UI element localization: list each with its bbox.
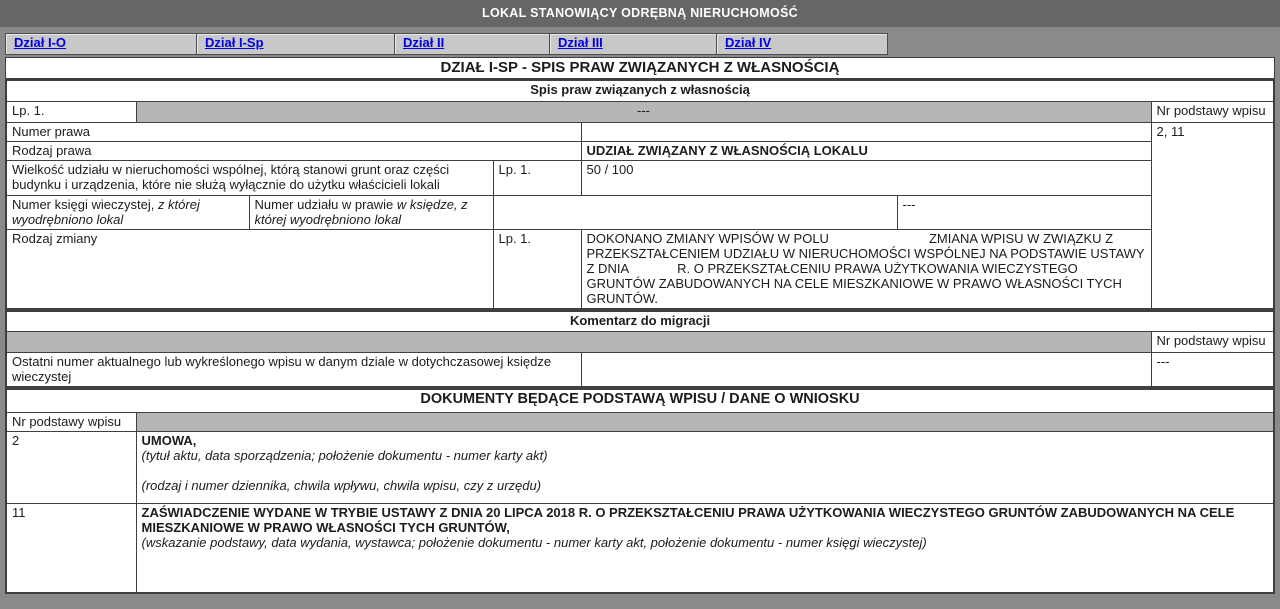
numer-prawa-value [581,122,1151,141]
table-row [6,80,1274,101]
rodzaj-zmiany-value-part3: R. O PRZEKSZTAŁCENIU PRAWA UŻYTKOWANIA WIECZYSTEGO GRUNTÓW ZABUDOWANYCH NA CELE MIESZKANIOWE W PRAWO WŁASNOŚCI TYCH GRUNTÓW. [586,260,1122,306]
table-row [6,229,1274,309]
table-row [6,353,1274,388]
numer-ksiegi-label [6,195,249,229]
numer-prawa-label: Numer prawa [6,122,581,141]
numer-ksiegi-value [493,195,897,229]
dokument-desc: (wskazanie podstawy, data wydania, wystawca; położenie dokumentu - numer karty akt, położenie dokumentu - numer księgi wieczystej) [141,534,927,550]
tab-dzial-iv[interactable] [716,33,888,55]
col-header-nr-podstawy: Nr podstawy wpisu [6,412,136,431]
tab-dzial-i-sp-link[interactable]: Dział I-Sp [205,35,264,50]
table-row [6,389,1274,412]
tab-dzial-iv-link[interactable]: Dział IV [725,35,772,50]
numer-ksiegi-label-text: Numer księgi wieczystej, [12,196,158,212]
tab-dzial-ii[interactable] [394,33,550,55]
tab-dzial-i-o[interactable] [5,33,197,55]
table-row [6,101,1274,122]
table-row [6,431,1274,503]
dokument-content [136,431,1274,503]
dokument-content [136,503,1274,593]
rodzaj-prawa-value: UDZIAŁ ZWIĄZANY Z WŁASNOŚCIĄ LOKALU [581,141,1151,160]
redacted-gap [829,242,929,243]
table-row [6,332,1274,353]
wielkosc-udzialu-lp: Lp. 1. [493,160,581,195]
page-title: DZIAŁ I-SP - SPIS PRAW ZWIĄZANYCH Z WŁASNOŚCIĄ [5,57,1275,79]
ostatni-numer-value [581,353,1151,388]
tab-dzial-iii[interactable] [549,33,717,55]
spis-praw-table [5,79,1275,310]
komentarz-table [5,310,1275,389]
dokument-title: ZAŚWIADCZENIE WYDANE W TRYBIE USTAWY Z DNIA 20 LIPCA 2018 R. O PRZEKSZTAŁCENIU PRAWA UŻYTKOWANIA WIECZYSTEGO GRUNTÓW ZABUDOWANYCH NA CELE MIESZKANIOWE W PRAWO WŁASNOŚCI TYCH GRUNTÓW, [141,504,1235,535]
lp-cell: Lp. 1. [6,101,136,122]
table-row [6,160,1274,195]
col-header-nr-podstawy: Nr podstawy wpisu [1151,101,1274,122]
nr-podstawy-value: 2, 11 [1151,122,1274,309]
dokument-desc: (tytuł aktu, data sporządzenia; położenie dokumentu - numer karty akt) [141,447,548,463]
rodzaj-zmiany-value [581,229,1151,309]
table-row [6,503,1274,593]
dokument-desc: (rodzaj i numer dziennika, chwila wpływu, chwila wpisu, czy z urzędu) [141,477,542,493]
numer-udzialu-label [249,195,493,229]
tab-dzial-ii-link[interactable]: Dział II [403,35,445,50]
tab-dzial-i-o-link[interactable]: Dział I-O [14,35,67,50]
ostatni-numer-label: Ostatni numer aktualnego lub wykreślonego wpisu w danym dziale w dotychczasowej księdze wieczystej [6,353,581,388]
dokument-nr: 2 [6,431,136,503]
rodzaj-zmiany-label: Rodzaj zmiany [6,229,493,309]
blank-line [142,463,1269,478]
wielkosc-udzialu-value: 50 / 100 [581,160,1151,195]
dokumenty-table [5,388,1275,594]
table-row [6,141,1274,160]
rodzaj-prawa-label: Rodzaj prawa [6,141,581,160]
rodzaj-zmiany-value-part1: DOKONANO ZMIANY WPISÓW W POLU [586,230,829,246]
spacer-cell [6,332,1151,353]
tab-dzial-i-sp[interactable] [196,33,395,55]
table-title: Komentarz do migracji [6,311,1274,332]
table-row [6,122,1274,141]
lp-value-cell: --- [136,101,1151,122]
wielkosc-udzialu-label: Wielkość udziału w nieruchomości wspólnej, którą stanowi grunt oraz części budynku i urządzenia, które nie służą wyłącznie do użytku właścicieli lokali [6,160,493,195]
spacer-cell [136,412,1274,431]
rodzaj-zmiany-lp: Lp. 1. [493,229,581,309]
col-header-nr-podstawy: Nr podstawy wpisu [1151,332,1274,353]
rodzaj-zmiany-value-part2: ZMIANA WPISU W ZWIĄZKU Z PRZEKSZTAŁCENIEM UDZIAŁU W NIERUCHOMOŚCI WSPÓLNEJ NA PODSTAWIE USTAWY Z DNIA [586,230,1145,276]
table-row [6,412,1274,431]
table-row [6,195,1274,229]
dokument-title: UMOWA, [141,432,197,448]
dokument-nr: 11 [6,503,136,593]
table-row [6,311,1274,332]
document-type-banner: LOKAL STANOWIĄCY ODRĘBNĄ NIERUCHOMOŚĆ [0,0,1280,27]
numer-udzialu-value: --- [897,195,1151,229]
numer-udzialu-label-text: Numer udziału w prawie [254,196,397,212]
tab-dzial-iii-link[interactable]: Dział III [558,35,603,50]
numer-ksiegi-label-italic: z której wyodrębniono lokal [12,196,200,227]
table-title: DOKUMENTY BĘDĄCE PODSTAWĄ WPISU / DANE O WNIOSKU [6,389,1274,412]
table-title: Spis praw związanych z własnością [6,80,1274,101]
nr-podstawy-value: --- [1151,353,1274,388]
section-tabs [5,33,1280,55]
numer-udzialu-label-italic: w księdze, z której wyodrębniono lokal [254,196,468,227]
redacted-gap [629,272,677,273]
